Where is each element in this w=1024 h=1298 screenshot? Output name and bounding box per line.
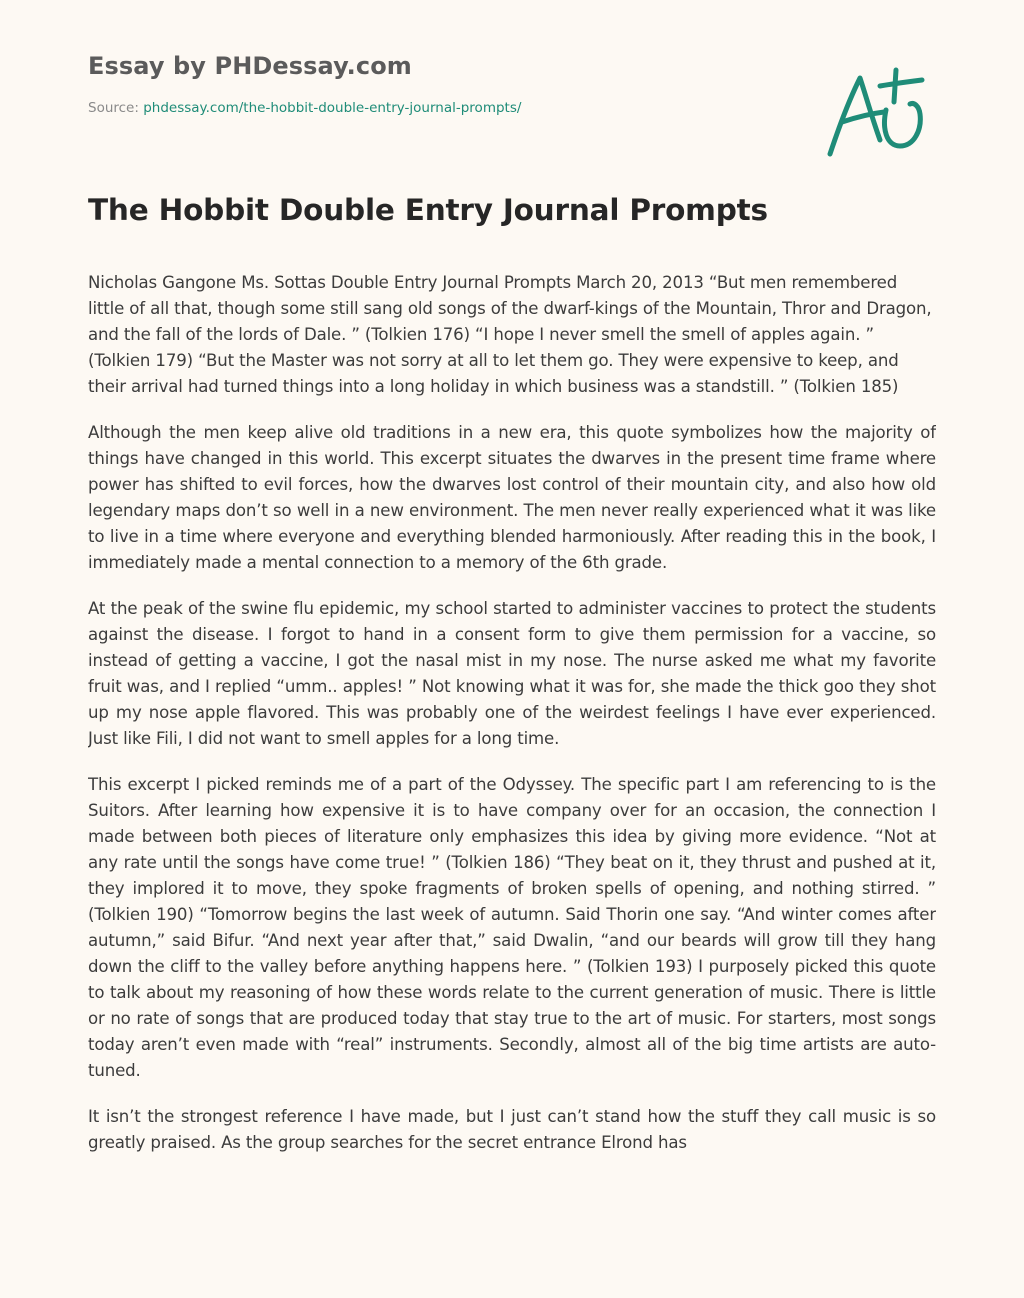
essay-paragraph: Although the men keep alive old traditions in a new era, this quote symbolizes how the majority of things have changed in this world. This excerpt situates the dwarves in the present time frame where power has shifted to evil forces, how the dwarves lost control of their mountain city, and also how old legendary maps don’t so well in a new environment. The men never really experienced what it was like to live in a time where everyone and everything blended harmoniously. After reading this in the book, I immediately made a mental connection to a memory of the 6th grade. — [88, 423, 936, 572]
source-link[interactable]: phdessay.com/the-hobbit-double-entry-journal-prompts/ — [143, 100, 522, 116]
source-label: Source: — [88, 100, 144, 116]
essay-paragraph: At the peak of the swine flu epidemic, my school started to administer vaccines to protect the students against the disease. I forgot to hand in a consent form to give them permission for a vaccine, so instead of getting a vaccine, I got the nasal mist in my nose. The nurse asked me what my favorite fruit was, and I replied “umm.. apples! ” Not knowing what it was for, she made the thick goo they shot up my nose apple flavored. This was probably one of the weirdest feelings I have ever experienced. Just like Fili, I did not want to smell apples for a long time. — [88, 599, 936, 748]
essay-paragraph: This excerpt I picked reminds me of a part of the Odyssey. The specific part I am referencing to is the Suitors. After learning how expensive it is to have company over for an occasion, the connection I made between both pieces of literature only emphasizes this idea by giving more evidence. “Not at any rate until the songs have come true! ” (Tolkien 186) “They beat on it, they thrust and pushed at it, they implored it to move, they spoke fragments of broken spells of opening, and nothing stirred. ” (Tolkien 190) “Tomorrow begins the last week of autumn. Said Thorin one say. “And winter comes after autumn,” said Bifur. “And next year after that,” said Dwalin, “and our beards will grow till they hang down the cliff to the valley before anything happens here. ” (Tolkien 193) I purposely picked this quote to talk about my reasoning of how these words relate to the current generation of music. There is little or no rate of songs that are produced today that stay true to the art of music. For starters, most songs today aren’t even made with “real” instruments. Secondly, almost all of the big time artists are auto-tuned. — [88, 775, 936, 1080]
site-brand[interactable]: Essay by PHDessay.com — [88, 52, 412, 80]
source-line — [88, 98, 948, 118]
essay-paragraph: It isn’t the strongest reference I have made, but I just can’t stand how the stuff they call music is so greatly praised. As the group searches for the secret entrance Elrond has — [88, 1107, 936, 1152]
a-plus-grade-icon — [822, 62, 932, 162]
essay-body — [88, 270, 936, 1250]
essay-title: The Hobbit Double Entry Journal Prompts — [88, 193, 768, 227]
essay-paragraph: Nicholas Gangone Ms. Sottas Double Entry Journal Prompts March 20, 2013 “But men remembered little of all that, though some still sang old songs of the dwarf-kings of the Mountain, Thror and Dragon, and the fall of the lords of Dale. ” (Tolkien 176) “I hope I never smell the smell of apples again. ” (Tolkien 179) “But the Master was not sorry at all to let them go. They were expensive to keep, and their arrival had turned things into a long holiday in which business was a standstill. ” (Tolkien 185) — [88, 273, 932, 396]
essay-header — [88, 50, 948, 118]
